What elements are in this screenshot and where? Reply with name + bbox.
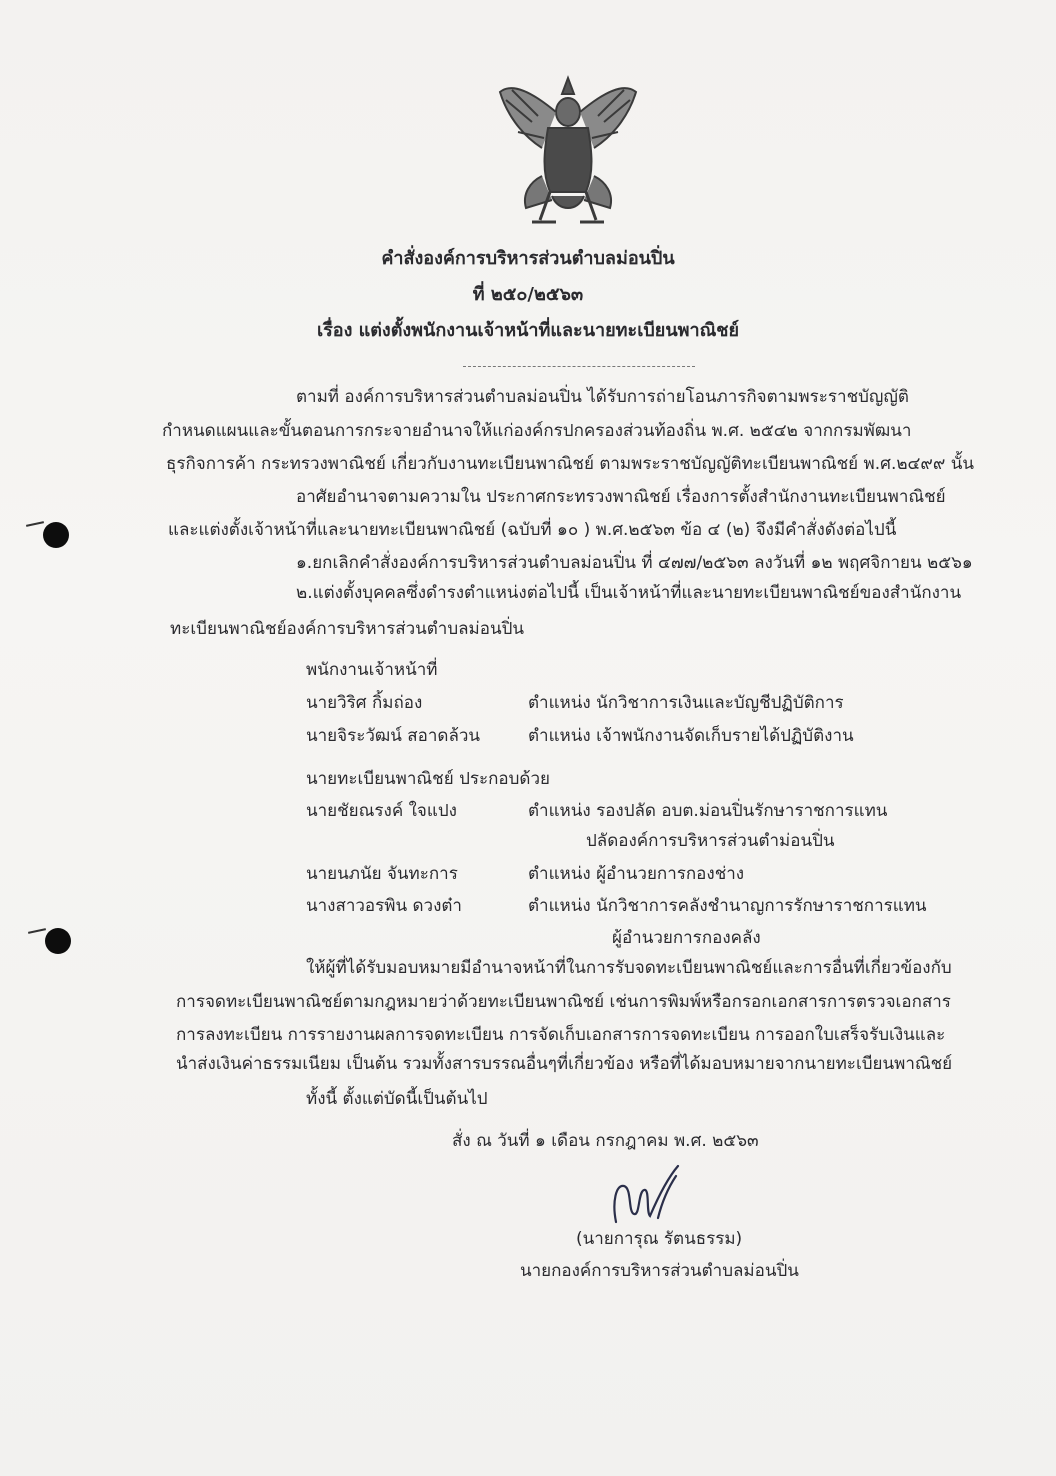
staff-name: นายจิระวัฒน์ สอาดล้วน	[306, 726, 481, 746]
registrar-name: นายชัยณรงค์ ใจแปง	[306, 801, 457, 821]
order-title: คำสั่งองค์การบริหารส่วนตำบลม่อนปิ่น	[381, 248, 675, 269]
pen-mark	[26, 521, 44, 527]
paragraph-1-line-1: ตามที่ องค์การบริหารส่วนตำบลม่อนปิ่น ได้รับการถ่ายโอนภารกิจตามพระราชบัญญัติ	[296, 387, 909, 407]
item-2-line-2: ทะเบียนพาณิชย์องค์การบริหารส่วนตำบลม่อนปิ่น	[170, 619, 524, 639]
signer-title: นายกองค์การบริหารส่วนตำบลม่อนปิ่น	[520, 1261, 799, 1281]
staff-position: ตำแหน่ง เจ้าพนักงานจัดเก็บรายได้ปฏิบัติงาน	[528, 726, 854, 746]
staff-position: ตำแหน่ง นักวิชาการเงินและบัญชีปฏิบัติการ	[528, 693, 844, 713]
registrar-name: นายนภนัย จันทะการ	[306, 864, 458, 884]
closing-line-3: การลงทะเบียน การรายงานผลการจดทะเบียน การจัดเก็บเอกสารการจดทะเบียน การออกใบเสร็จรับเงินและ	[176, 1025, 946, 1045]
closing-line-4: นำส่งเงินค่าธรรมเนียม เป็นต้น รวมทั้งสารบรรณอื่นๆที่เกี่ยวข้อง หรือที่ได้มอบหมายจากนายทะเบียนพาณิชย์	[176, 1054, 953, 1074]
registrar-position: ตำแหน่ง รองปลัด อบต.ม่อนปิ่นรักษาราชการแทน	[528, 801, 888, 821]
closing-line-5: ทั้งนี้ ตั้งแต่บัดนี้เป็นต้นไป	[306, 1089, 488, 1109]
registrars-heading: นายทะเบียนพาณิชย์ ประกอบด้วย	[306, 769, 550, 789]
order-number: ที่ ๒๕๐/๒๕๖๓	[472, 284, 584, 305]
title-divider	[463, 366, 695, 367]
closing-line-1: ให้ผู้ที่ได้รับมอบหมายมีอำนาจหน้าที่ในการรับจดทะเบียนพาณิชย์และการอื่นที่เกี่ยวข้องกับ	[306, 958, 952, 978]
staff-heading: พนักงานเจ้าหน้าที่	[306, 660, 438, 680]
paragraph-1-line-2: กำหนดแผนและขั้นตอนการกระจายอำนาจให้แก่องค์กรปกครองส่วนท้องถิ่น พ.ศ. ๒๕๔๒ จากกรมพัฒนา	[162, 421, 912, 441]
registrar-name: นางสาวอรพิน ดวงต๋า	[306, 896, 462, 916]
garuda-emblem	[492, 72, 644, 234]
paragraph-1-line-3: ธุรกิจการค้า กระทรวงพาณิชย์ เกี่ยวกับงานทะเบียนพาณิชย์ ตามพระราชบัญญัติทะเบียนพาณิชย์ พ.ศ.๒๔๙๙ นั้น	[166, 454, 974, 474]
signer-name: (นายการุณ รัตนธรรม)	[576, 1229, 743, 1249]
item-1: ๑.ยกเลิกคำสั่งองค์การบริหารส่วนตำบลม่อนปิ่น ที่ ๔๗๗/๒๕๖๓ ลงวันที่ ๑๒ พฤศจิกายน ๒๕๖๑	[296, 553, 973, 573]
registrar-position-continued: ปลัดองค์การบริหารส่วนตำม่อนปิ่น	[586, 831, 835, 851]
registrar-position-continued: ผู้อำนวยการกองคลัง	[612, 928, 761, 948]
pen-mark	[28, 928, 46, 934]
registrar-position: ตำแหน่ง นักวิชาการคลังชำนาญการรักษาราชการแทน	[528, 896, 927, 916]
staff-name: นายวิริศ กิ้มถ่อง	[306, 693, 423, 713]
closing-line-2: การจดทะเบียนพาณิชย์ตามกฎหมายว่าด้วยทะเบียนพาณิชย์ เช่นการพิมพ์หรือกรอกเอกสารการตรวจเอกสาร	[176, 992, 951, 1012]
order-subject: เรื่อง แต่งตั้งพนักงานเจ้าหน้าที่และนายทะเบียนพาณิชย์	[316, 320, 740, 341]
registrar-position: ตำแหน่ง ผู้อำนวยการกองช่าง	[528, 864, 745, 884]
order-date: สั่ง ณ วันที่ ๑ เดือน กรกฎาคม พ.ศ. ๒๕๖๓	[452, 1131, 759, 1151]
item-2-line-1: ๒.แต่งตั้งบุคคลซึ่งดำรงตำแหน่งต่อไปนี้ เป็นเจ้าหน้าที่และนายทะเบียนพาณิชย์ของสำนักงาน	[296, 583, 962, 603]
signature	[606, 1162, 686, 1232]
punch-hole	[43, 522, 69, 548]
paragraph-2-line-2: และแต่งตั้งเจ้าหน้าที่และนายทะเบียนพาณิชย์ (ฉบับที่ ๑๐ ) พ.ศ.๒๕๖๓ ข้อ ๔ (๒) จึงมีคำสั่งดังต่อไปนี้	[168, 520, 897, 540]
punch-hole	[45, 928, 71, 954]
paragraph-2-line-1: อาศัยอำนาจตามความใน ประกาศกระทรวงพาณิชย์ เรื่องการตั้งสำนักงานทะเบียนพาณิชย์	[296, 487, 946, 507]
